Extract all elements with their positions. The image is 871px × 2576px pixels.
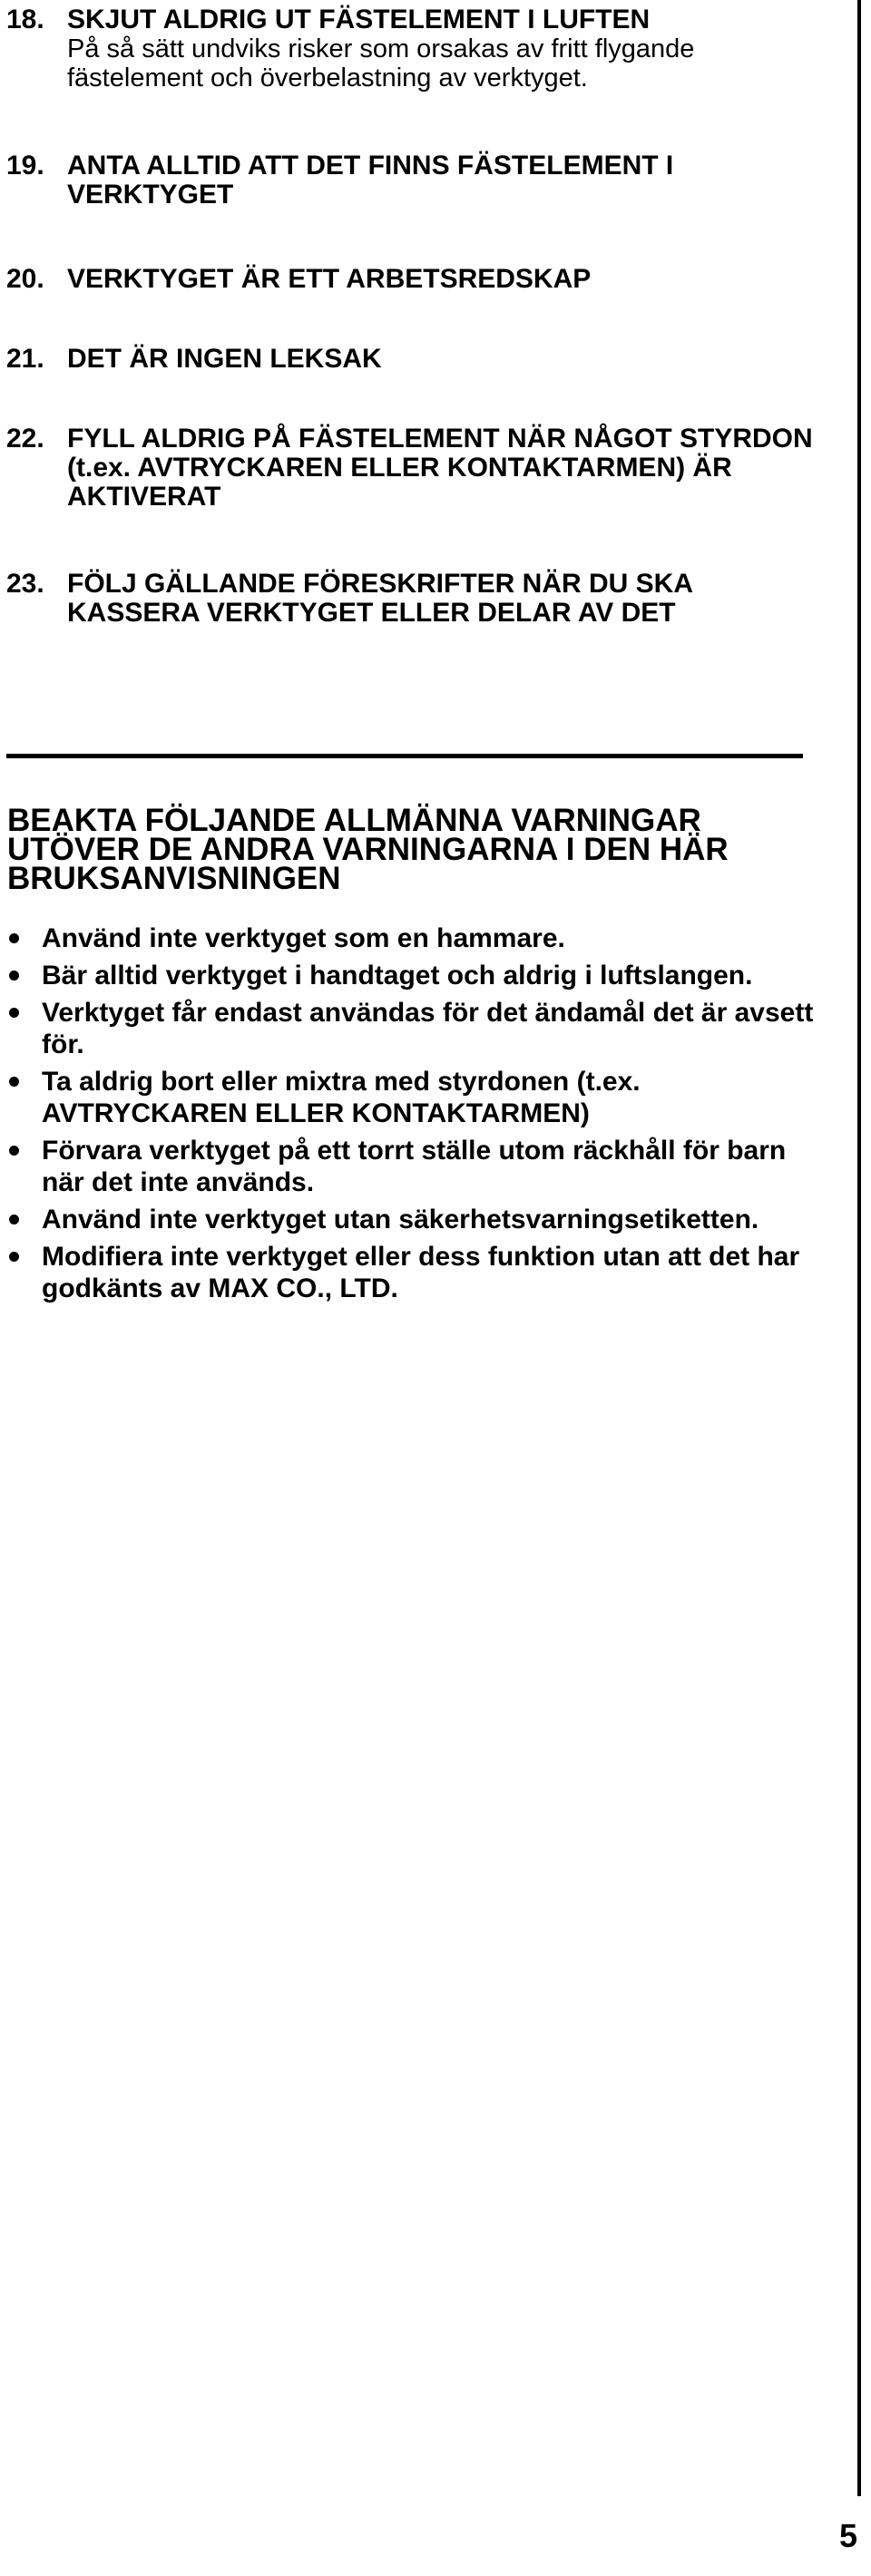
item-heading: DET ÄR INGEN LEKSAK [67,344,382,374]
general-warnings-list [7,922,824,1310]
list-item [7,997,824,1060]
list-item-text: Bär alltid verktyget i handtaget och aldrig i luftslangen. [42,961,753,990]
list-item [7,1066,824,1129]
bullet-icon [9,933,19,943]
item-number: 20. [6,264,44,294]
bullet-icon [9,971,19,981]
item-number: 21. [6,344,44,374]
item-heading: FÖLJ GÄLLANDE FÖRESKRIFTER NÄR DU SKA KASSERA VERKTYGET ELLER DELAR AV DET [67,569,692,628]
page-number: 5 [839,2517,858,2554]
item-heading: ANTA ALLTID ATT DET FINNS FÄSTELEMENT I VERKTYGET [67,151,674,210]
list-item-text: Använd inte verktyget som en hammare. [42,923,565,953]
bullet-icon [9,1252,19,1262]
instruction-item-18 [6,5,823,93]
instruction-item-20 [6,265,823,294]
list-item [7,1135,824,1198]
item-number: 18. [6,5,44,34]
list-item [7,1241,824,1304]
list-item-text: Ta aldrig bort eller mixtra med styrdonen (t.ex. AVTRYCKAREN ELLER KONTAKTARMEN) [42,1067,641,1128]
list-item-text: Verktyget får endast användas för det ändamål det är avsett för. [42,998,814,1059]
list-item [7,922,824,954]
instruction-item-23 [6,570,823,628]
right-margin-rule [857,0,861,2496]
bullet-icon [9,1215,19,1225]
instruction-item-19 [6,151,823,210]
item-number: 22. [6,424,44,454]
section-divider [6,754,803,758]
instruction-item-22 [6,424,823,512]
item-heading: VERKTYGET ÄR ETT ARBETSREDSKAP [67,264,592,294]
list-item [7,960,824,991]
item-heading: FYLL ALDRIG PÅ FÄSTELEMENT NÄR NÅGOT STYRDON (t.ex. AVTRYCKAREN ELLER KONTAKTARMEN) ÄR AKTIVERAT [67,424,813,512]
list-item-text: Använd inte verktyget utan säkerhetsvarningsetiketten. [42,1205,759,1234]
general-warnings-title: BEAKTA FÖLJANDE ALLMÄNNA VARNINGAR UTÖVER DE ANDRA VARNINGARNA I DEN HÄR BRUKSANVISNINGEN [7,803,729,896]
bullet-icon [9,1077,19,1087]
bullet-icon [9,1146,19,1156]
list-item [7,1204,824,1235]
list-item-text: Förvara verktyget på ett torrt ställe utom räckhåll för barn när det inte används. [42,1136,787,1197]
item-number: 23. [6,569,44,599]
bullet-icon [9,1008,19,1018]
instruction-item-21 [6,345,823,374]
item-body: På så sätt undviks risker som orsakas av fritt flygande fästelement och överbelastning av verktyget. [67,34,695,93]
item-number: 19. [6,151,44,181]
list-item-text: Modifiera inte verktyget eller dess funktion utan att det har godkänts av MAX CO., LTD. [42,1242,800,1303]
item-heading: SKJUT ALDRIG UT FÄSTELEMENT I LUFTEN [67,5,651,34]
